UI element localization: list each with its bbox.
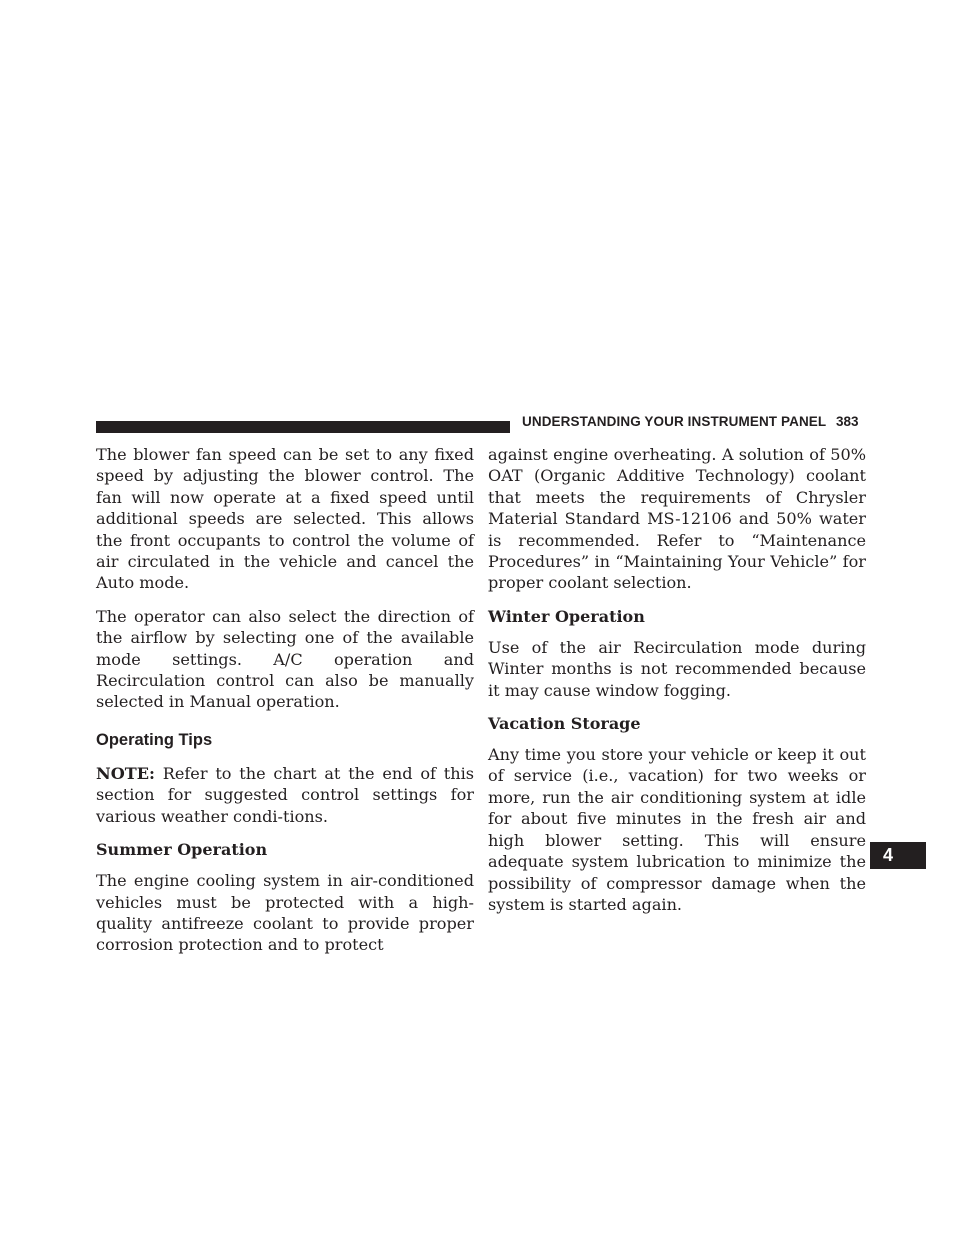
left-column: [96, 444, 474, 968]
page-number: 383: [836, 414, 859, 429]
heading-vacation-storage: Vacation Storage: [488, 714, 641, 734]
heading-summer-operation: Summer Operation: [96, 840, 268, 860]
paragraph-airflow-direction: The operator can also select the direction of the airflow by selecting one of the available mode settings. A/C operation and Recirculation control can also be manually selected in Manual operation.: [96, 606, 474, 712]
heading-operating-tips: Operating Tips: [96, 730, 213, 749]
header-rule: [96, 421, 510, 433]
note-paragraph: [96, 763, 474, 827]
paragraph-summer-operation: The engine cooling system in air-conditioned vehicles must be protected with a high-quality antifreeze coolant to provide proper corrosion protection and to protect: [96, 871, 474, 955]
paragraph-summer-continued: against engine overheating. A solution of 50% OAT (Organic Additive Technology) coolant that meets the requirements of Chrysler Material Standard MS-12106 and 50% water is recommended. Refer to “Maintenance Procedures” in “Maintaining Your Vehicle” for proper coolant selection.: [488, 445, 866, 593]
chapter-tab: 4: [870, 842, 926, 869]
note-label: NOTE:: [96, 763, 155, 783]
paragraph-vacation-storage: Any time you store your vehicle or keep it out of service (i.e., vacation) for two weeks or more, run the air conditioning system at idle for about five minutes in the fresh air and high blower setting. This will ensure adequate system lubrication to minimize the possibility of compressor damage when the system is started again.: [488, 745, 866, 914]
heading-winter-operation: Winter Operation: [488, 606, 645, 626]
right-column: [488, 444, 866, 927]
note-text: Refer to the chart at the end of this section for suggested control settings for various weather condi-tions.: [96, 763, 474, 826]
paragraph-winter-operation: Use of the air Recirculation mode during Winter months is not recommended because it may cause window fogging.: [488, 637, 866, 700]
running-header-title: UNDERSTANDING YOUR INSTRUMENT PANEL: [522, 414, 827, 429]
paragraph-blower-fan: The blower fan speed can be set to any fixed speed by adjusting the blower control. The fan will now operate at a fixed speed until additional speeds are selected. This allows the front occupants to control the volume of air circulated in the vehicle and cancel the Auto mode.: [96, 445, 474, 593]
